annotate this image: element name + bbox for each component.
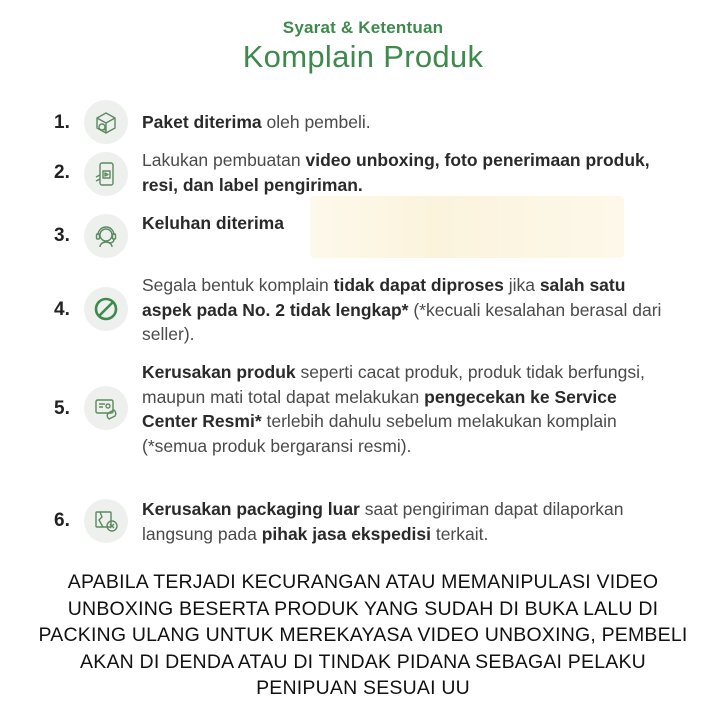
fraud-warning-text: APABILA TERJADI KECURANGAN ATAU MEMANIPULASI VIDEO UNBOXING BESERTA PRODUK YANG SUDAH DI BUKA LALU DI PACKING ULANG UNTUK MEREKAYASA VIDEO UNBOXING, PEMBELI AKAN DI DENDA ATAU DI TINDAK PIDANA SEBAGAI PELAKU PENIPUAN SESUAI UU — [38, 571, 688, 699]
item-text: Kerusakan produk seperti cacat produk, produk tidak berfungsi, maupun mati total dapat melakukan pengecekan ke Service Center Resmi* terlebih dahulu sebelum melakukan komplain (*semua produk bergaransi resmi). — [142, 362, 645, 456]
damaged-package-icon — [84, 499, 128, 543]
header — [0, 18, 726, 75]
item-text: Segala bentuk komplain tidak dapat diproses jika salah satu aspek pada No. 2 tidak lengkap* (*kecuali kesalahan berasal dari seller). — [142, 275, 662, 344]
phone-video-icon — [84, 152, 128, 196]
item-number: 6. — [54, 510, 70, 531]
prohibited-icon — [84, 287, 128, 331]
item-text: Paket diterima oleh pembeli. — [142, 112, 371, 132]
item-number: 3. — [54, 225, 70, 246]
customer-service-icon — [84, 214, 128, 258]
package-inspect-icon — [84, 100, 128, 144]
item-number: 2. — [54, 162, 70, 183]
page-subtitle: Syarat & Ketentuan — [282, 18, 444, 37]
item-number: 4. — [54, 299, 70, 320]
item-text: Kerusakan packaging luar saat pengiriman dapat dilaporkan langsung pada pihak jasa ekspedisi terkait. — [142, 499, 624, 544]
item-text: Keluhan diterima — [142, 213, 284, 233]
item-text: Lakukan pembuatan video unboxing, foto penerimaan produk, resi, dan label pengiriman. — [142, 150, 650, 195]
item-number: 1. — [54, 112, 70, 133]
item-number: 5. — [54, 398, 70, 419]
page-title: Komplain Produk — [242, 39, 484, 74]
service-center-icon — [84, 386, 128, 430]
